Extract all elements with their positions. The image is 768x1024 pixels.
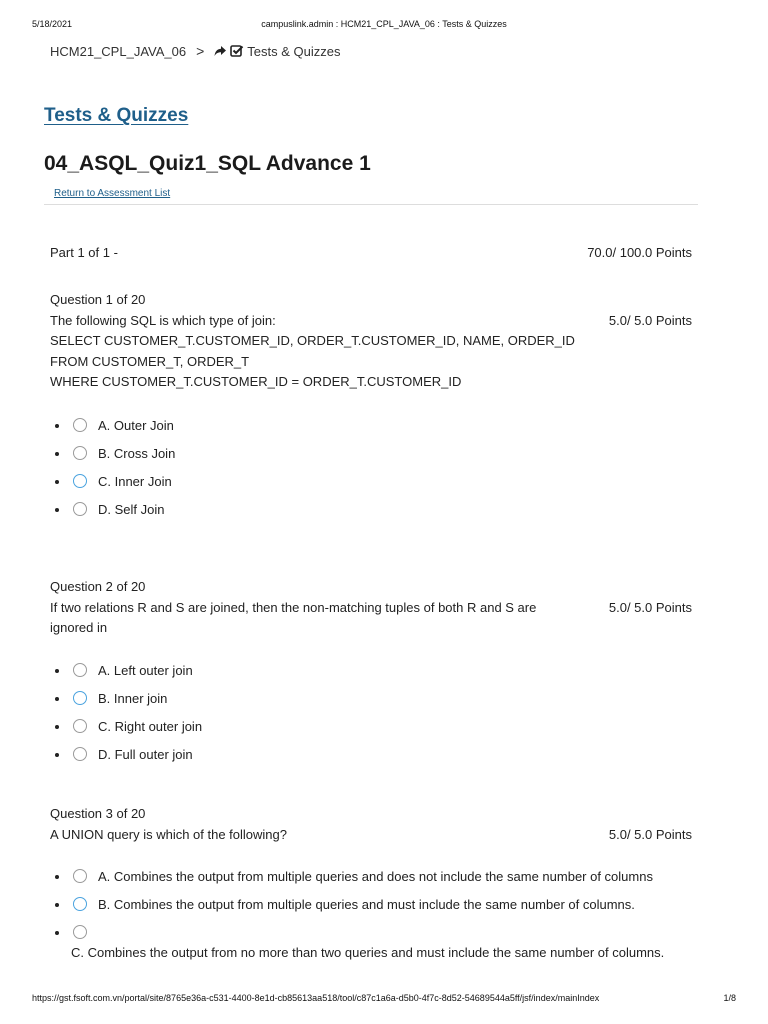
- part-points: 70.0/ 100.0 Points: [587, 245, 692, 260]
- print-header: [32, 19, 736, 31]
- assessment-title: 04_ASQL_Quiz1_SQL Advance 1: [44, 152, 371, 175]
- answer-option[interactable]: [50, 468, 692, 496]
- answer-option[interactable]: [50, 440, 692, 468]
- question-text: The following SQL is which type of join: SELECT CUSTOMER_T.CUSTOMER_ID, ORDER_T.CUSTOMER_ID, NAME, ORDER_ID FROM CUSTOMER_T, ORDER_T WHERE CUSTOMER_T.CUSTOMER_ID = ORDER_T.CUSTOMER_ID: [50, 312, 575, 389]
- bullet: [55, 753, 59, 757]
- answer-label: C. Right outer join: [98, 718, 203, 734]
- answer-option[interactable]: [50, 891, 692, 919]
- bullet: [55, 903, 59, 907]
- checked-box-icon: [230, 44, 244, 58]
- bullet: [55, 508, 59, 512]
- answer-label: B. Inner join: [98, 690, 168, 706]
- answer-label: A. Left outer join: [98, 662, 193, 678]
- question-3: [50, 804, 692, 967]
- answer-option[interactable]: [50, 741, 692, 769]
- answer-label: D. Self Join: [98, 501, 165, 517]
- question-heading: Question 1 of 20: [50, 292, 146, 307]
- answer-options: [50, 657, 692, 769]
- answer-option[interactable]: [50, 412, 692, 440]
- tool-title-link[interactable]: Tests & Quizzes: [44, 105, 189, 126]
- answer-label: B. Combines the output from multiple queries and must include the same number of columns.: [98, 897, 635, 912]
- radio-button[interactable]: [73, 446, 87, 460]
- answer-option[interactable]: [50, 496, 692, 524]
- bullet: [55, 669, 59, 673]
- bullet: [55, 875, 59, 879]
- answer-option[interactable]: [50, 863, 692, 891]
- print-footer: [32, 993, 736, 1005]
- question-points: 5.0/ 5.0 Points: [608, 312, 692, 328]
- breadcrumb: [50, 43, 340, 59]
- question-text: A UNION query is which of the following?: [50, 826, 287, 842]
- question-1: [50, 290, 692, 524]
- answer-option[interactable]: [50, 685, 692, 713]
- answer-option[interactable]: [50, 713, 692, 741]
- bullet: [55, 480, 59, 484]
- bullet: [55, 452, 59, 456]
- bullet: [55, 725, 59, 729]
- answer-label: D. Full outer join: [98, 746, 193, 762]
- share-arrow-icon: [213, 44, 227, 58]
- question-heading: Question 3 of 20: [50, 806, 146, 821]
- radio-button[interactable]: [73, 747, 87, 761]
- question-points: 5.0/ 5.0 Points: [608, 826, 692, 842]
- radio-button[interactable]: [73, 663, 87, 677]
- answer-label: A. Combines the output from multiple queries and does not include the same number of columns: [98, 869, 653, 884]
- question-text: If two relations R and S are joined, then the non-matching tuples of both R and S are ignored in: [50, 599, 537, 635]
- radio-button[interactable]: [73, 418, 87, 432]
- answer-label: C. Inner Join: [98, 473, 172, 489]
- print-url: https://gst.fsoft.com.vn/portal/site/8765e36a-c531-4400-8e1d-cb85613aa518/tool/c87c1a6a-d5b0-4f7c-8d52-54689544a5ff/jsf/index/mainIndex: [32, 993, 600, 1003]
- radio-button[interactable]: [73, 925, 87, 939]
- bullet: [55, 931, 59, 935]
- print-page-number: 1/8: [723, 993, 736, 1003]
- question-2: [50, 577, 692, 769]
- radio-button[interactable]: [73, 691, 87, 705]
- radio-button[interactable]: [73, 869, 87, 883]
- answer-label: B. Cross Join: [98, 445, 176, 461]
- print-page-title: campuslink.admin : HCM21_CPL_JAVA_06 : Tests & Quizzes: [261, 19, 507, 29]
- radio-button[interactable]: [73, 897, 87, 911]
- question-points: 5.0/ 5.0 Points: [608, 599, 692, 615]
- answer-option[interactable]: [50, 657, 692, 685]
- answer-option[interactable]: [50, 919, 692, 967]
- part-label: Part 1 of 1 -: [50, 245, 118, 260]
- divider: [44, 204, 698, 205]
- answer-options: [50, 863, 692, 967]
- breadcrumb-separator: >: [196, 43, 205, 59]
- answer-label: C. Combines the output from no more than two queries and must include the same number of columns.: [71, 945, 665, 960]
- radio-button[interactable]: [73, 719, 87, 733]
- breadcrumb-tool: Tests & Quizzes: [247, 43, 341, 59]
- bullet: [55, 424, 59, 428]
- radio-button[interactable]: [73, 502, 87, 516]
- bullet: [55, 697, 59, 701]
- print-date: 5/18/2021: [32, 19, 73, 29]
- return-to-assessment-list-link[interactable]: Return to Assessment List: [54, 188, 171, 199]
- answer-options: [50, 412, 692, 524]
- question-heading: Question 2 of 20: [50, 579, 146, 594]
- breadcrumb-site-link[interactable]: HCM21_CPL_JAVA_06: [50, 43, 187, 59]
- answer-label: A. Outer Join: [98, 417, 174, 433]
- radio-button[interactable]: [73, 474, 87, 488]
